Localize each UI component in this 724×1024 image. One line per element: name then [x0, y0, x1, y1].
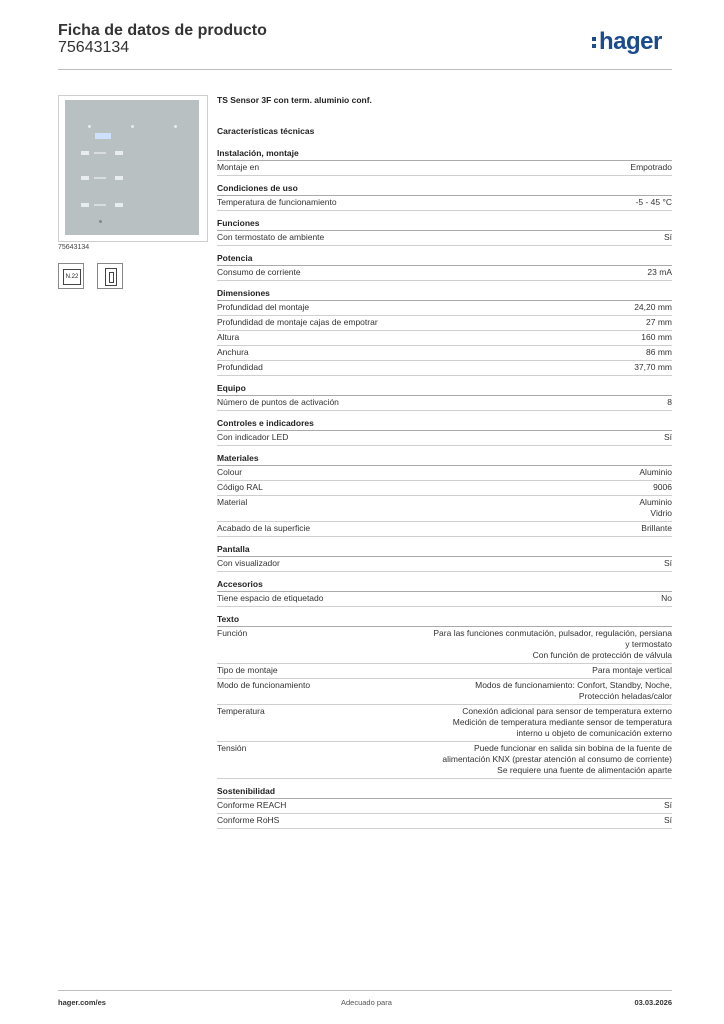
spec-value: Puede funcionar en salida sin bobina de la fuente de alimentación KNX (prestar atención al consumo de corriente) Se requiere una fuente de alimentación aparte	[442, 743, 672, 775]
spec-row	[217, 705, 672, 742]
section-title: Condiciones de uso	[217, 183, 672, 196]
spec-section	[217, 579, 672, 607]
product-code: 75643134	[58, 39, 130, 56]
spec-row	[217, 481, 672, 496]
section-title: Materiales	[217, 453, 672, 466]
spec-value: Sí	[663, 800, 672, 810]
section-title: Controles e indicadores	[217, 418, 672, 431]
spec-label: Anchura	[217, 347, 249, 357]
spec-value: Sí	[663, 558, 672, 568]
spec-label: Montaje en	[217, 162, 260, 172]
spec-value: Brillante	[641, 523, 672, 533]
spec-section	[217, 786, 672, 829]
spec-label: Número de puntos de activación	[217, 397, 339, 407]
spec-value: Empotrado	[630, 162, 672, 172]
spec-label: Profundidad	[217, 362, 263, 372]
spec-value: Para montaje vertical	[592, 665, 672, 675]
spec-value: 8	[667, 397, 672, 407]
spec-row	[217, 814, 672, 829]
spec-label: Con termostato de ambiente	[217, 232, 325, 242]
hager-logo[interactable]	[592, 28, 662, 56]
spec-label: Tipo de montaje	[217, 665, 278, 675]
spec-value: No	[661, 593, 672, 603]
spec-row	[217, 196, 672, 211]
spec-value: 23 mA	[647, 267, 672, 277]
footer-middle: Adecuado para	[341, 998, 392, 1007]
product-name: TS Sensor 3F con term. aluminio conf.	[217, 95, 372, 105]
section-title: Equipo	[217, 383, 672, 396]
spec-row	[217, 161, 672, 176]
spec-value: 27 mm	[646, 317, 672, 327]
spec-row	[217, 396, 672, 411]
spec-value: 37,70 mm	[634, 362, 672, 372]
spec-section	[217, 183, 672, 211]
spec-label: Profundidad de montaje cajas de empotrar	[217, 317, 378, 327]
spec-value: Para las funciones conmutación, pulsador, regulación, persiana y termostato Con función de protección de válvula	[433, 628, 672, 660]
spec-label: Conforme RoHS	[217, 815, 280, 825]
spec-section	[217, 148, 672, 176]
spec-section	[217, 418, 672, 446]
spec-value: Aluminio Vidrio	[639, 497, 672, 518]
sensor-panel	[65, 100, 199, 235]
spec-section	[217, 453, 672, 537]
spec-label: Temperatura de funcionamiento	[217, 197, 337, 207]
spec-section	[217, 544, 672, 572]
spec-value: 160 mm	[641, 332, 672, 342]
spec-content	[217, 95, 672, 836]
spec-label: Profundidad del montaje	[217, 302, 310, 312]
dimensions-icon-label: N.22	[63, 269, 81, 285]
spec-label: Altura	[217, 332, 240, 342]
footer-link[interactable]: hager.com/es	[58, 998, 106, 1007]
footer-date: 03.03.2026	[634, 998, 672, 1007]
spec-row	[217, 592, 672, 607]
spec-label: Colour	[217, 467, 243, 477]
spec-value: 86 mm	[646, 347, 672, 357]
spec-value: Modos de funcionamiento: Confort, Standby, Noche, Protección heladas/calor	[475, 680, 672, 701]
spec-row	[217, 557, 672, 572]
section-title: Texto	[217, 614, 672, 627]
spec-label: Conforme REACH	[217, 800, 287, 810]
image-caption: 75643134	[58, 244, 90, 251]
spec-row	[217, 331, 672, 346]
section-title: Instalación, montaje	[217, 148, 672, 161]
spec-label: Tiene espacio de etiquetado	[217, 593, 324, 603]
header-divider	[58, 69, 672, 70]
spec-row	[217, 679, 672, 705]
spec-row	[217, 799, 672, 814]
spec-label: Temperatura	[217, 706, 265, 716]
spec-value: -5 - 45 °C	[635, 197, 672, 207]
spec-section	[217, 383, 672, 411]
spec-value: Sí	[663, 232, 672, 242]
product-image	[58, 95, 208, 242]
page-title: Ficha de datos de producto	[58, 22, 267, 39]
spec-row	[217, 266, 672, 281]
spec-row	[217, 316, 672, 331]
spec-section	[217, 288, 672, 376]
section-title: Accesorios	[217, 579, 672, 592]
spec-section	[217, 218, 672, 246]
spec-value: Sí	[663, 432, 672, 442]
mounting-icon[interactable]	[97, 263, 123, 289]
spec-section	[217, 253, 672, 281]
spec-row	[217, 627, 672, 664]
logo-text: hager	[599, 28, 662, 55]
spec-value: 9006	[653, 482, 672, 492]
dimensions-icon[interactable]	[58, 263, 84, 289]
spec-row	[217, 742, 672, 779]
spec-row	[217, 466, 672, 481]
spec-row	[217, 522, 672, 537]
footer-divider	[58, 990, 672, 991]
section-title: Dimensiones	[217, 288, 672, 301]
spec-label: Con visualizador	[217, 558, 280, 568]
tech-heading: Características técnicas	[217, 126, 315, 136]
section-title: Pantalla	[217, 544, 672, 557]
spec-section	[217, 614, 672, 779]
section-title: Potencia	[217, 253, 672, 266]
spec-value: 24,20 mm	[634, 302, 672, 312]
spec-label: Función	[217, 628, 248, 638]
spec-label: Tensión	[217, 743, 247, 753]
spec-label: Con indicador LED	[217, 432, 289, 442]
spec-row	[217, 496, 672, 522]
section-title: Funciones	[217, 218, 672, 231]
spec-row	[217, 664, 672, 679]
spec-label: Modo de funcionamiento	[217, 680, 311, 690]
spec-value: Aluminio	[639, 467, 672, 477]
spec-row	[217, 231, 672, 246]
spec-row	[217, 346, 672, 361]
spec-sections	[217, 148, 672, 829]
spec-label: Acabado de la superficie	[217, 523, 311, 533]
spec-label: Código RAL	[217, 482, 263, 492]
spec-label: Consumo de corriente	[217, 267, 301, 277]
spec-row	[217, 361, 672, 376]
spec-row	[217, 301, 672, 316]
logo-dots-icon	[592, 34, 596, 51]
spec-row	[217, 431, 672, 446]
spec-value: Conexión adicional para sensor de temperatura externo Medición de temperatura mediante sensor de temperatura interno u objeto de comunicación externo	[452, 706, 672, 738]
section-title: Sostenibilidad	[217, 786, 672, 799]
spec-value: Sí	[663, 815, 672, 825]
sensor-display	[95, 133, 111, 139]
spec-label: Material	[217, 497, 248, 507]
